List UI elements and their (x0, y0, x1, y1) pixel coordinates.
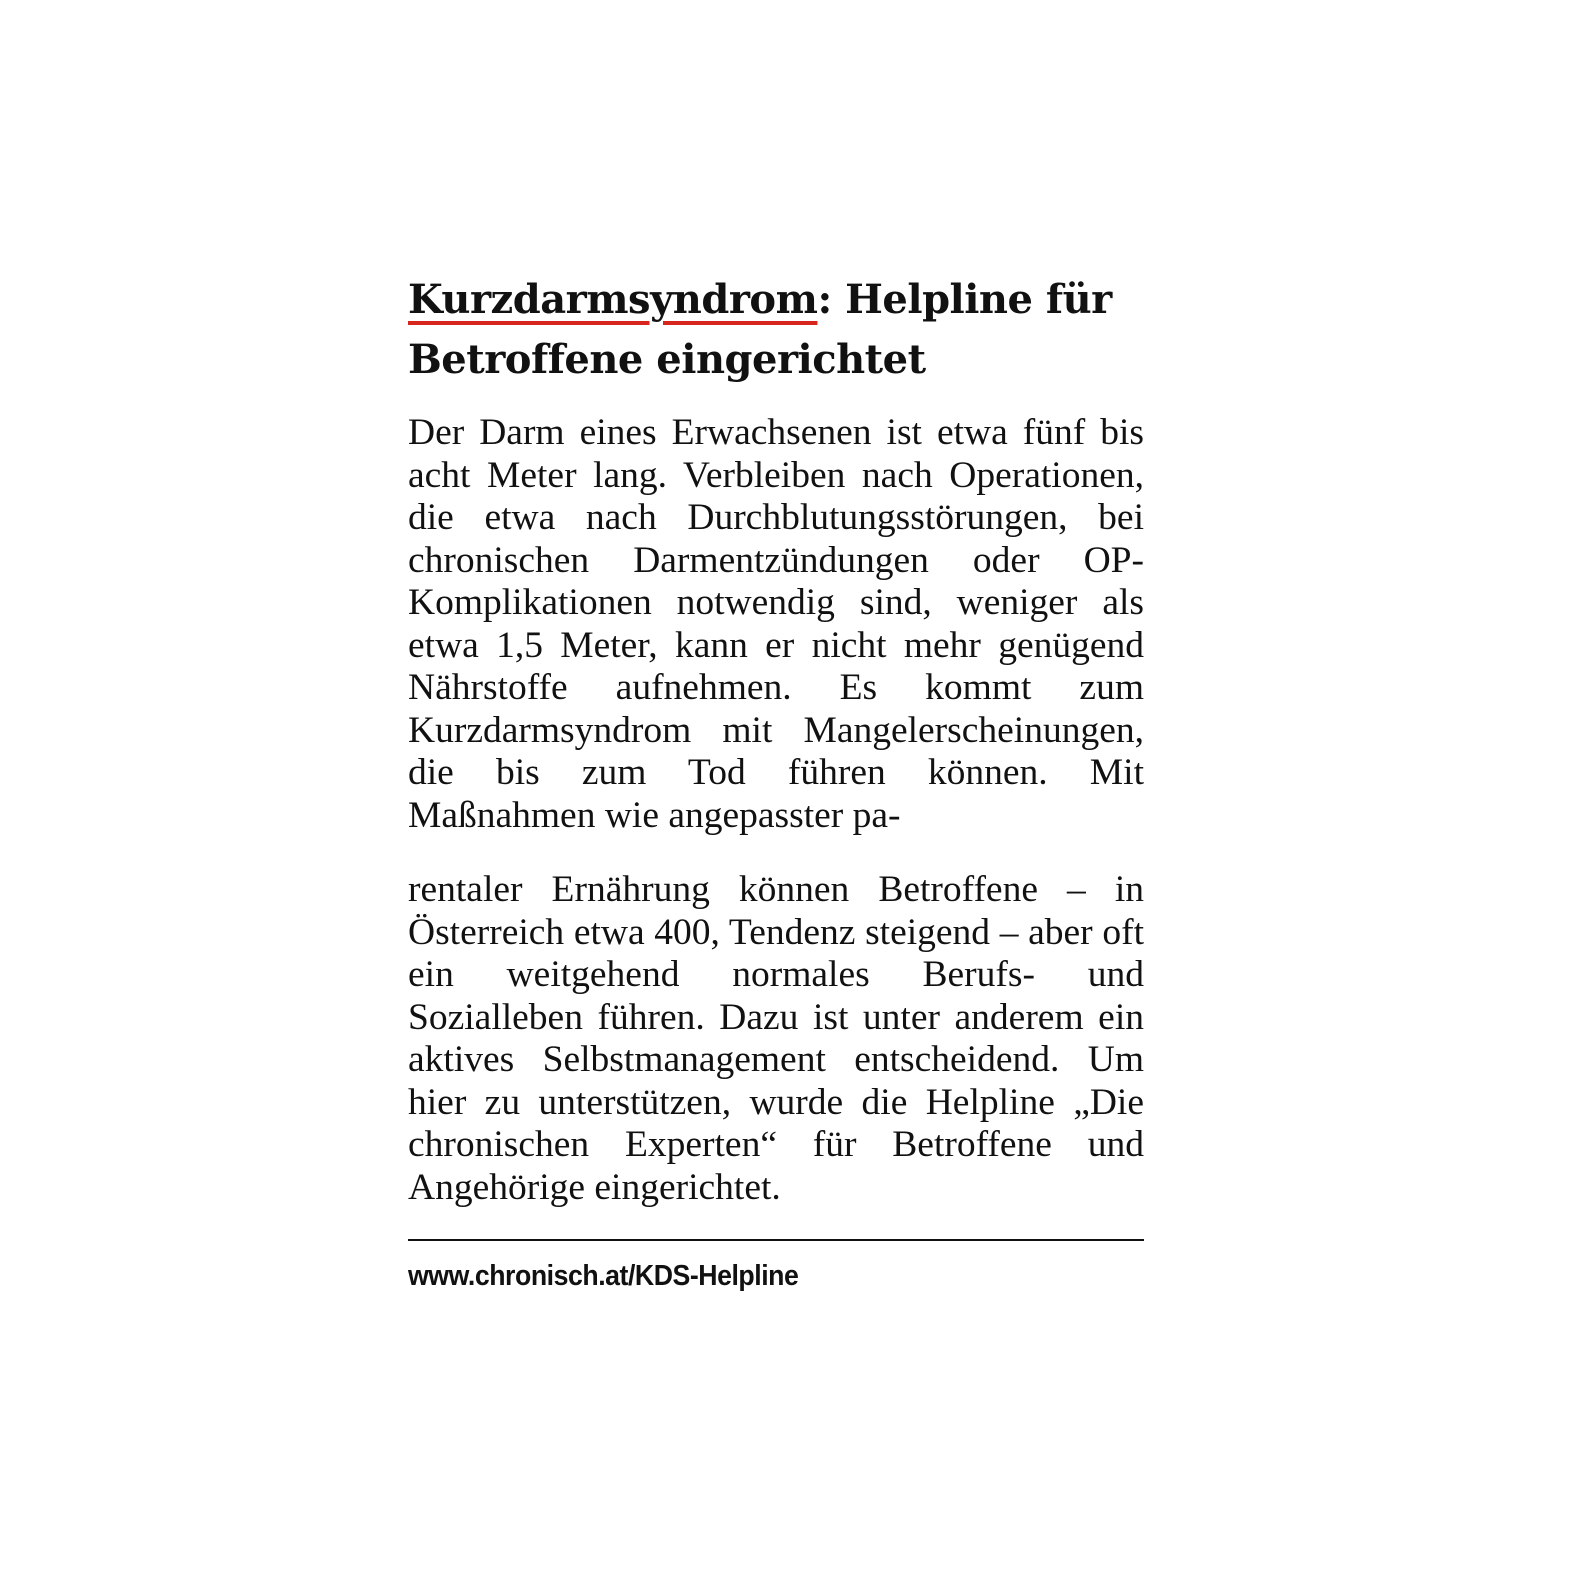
article-paragraph-1: Der Darm eines Erwachsenen ist etwa fünf bis acht Meter lang. Verbleiben nach Operationen, die etwa nach Durchblutungsstörungen, bei chronischen Darmentzündungen oder OP-Komplikationen notwendig sind, weniger als etwa 1,5 Meter, kann er nicht mehr genügend Nährstoffe aufnehmen. Es kommt zum Kurzdarmsyndrom mit Mangelerscheinungen, die bis zum Tod führen können. Mit Maßnahmen wie angepasster pa- (408, 412, 1144, 836)
article-paragraph-2: rentaler Ernährung können Betroffene – in Österreich etwa 400, Tendenz steigend – aber oft ein weitgehend normales Berufs- und Sozialleben führen. Dazu ist unter anderem ein aktives Selbstmanagement entscheidend. Um hier zu unterstützen, wurde die Helpline „Die chronischen Experten“ für Betroffene und Angehörige eingerichtet. (408, 869, 1144, 1208)
divider-rule (408, 1239, 1144, 1241)
article (408, 270, 1144, 1293)
headline-rest: : Helpline für Betroffene eingerichtet (408, 276, 1112, 383)
headline (408, 270, 1144, 390)
headline-keyword: Kurzdarmsyndrom (408, 276, 818, 323)
helpline-url[interactable]: www.chronisch.at/KDS-Helpline (408, 1260, 799, 1292)
